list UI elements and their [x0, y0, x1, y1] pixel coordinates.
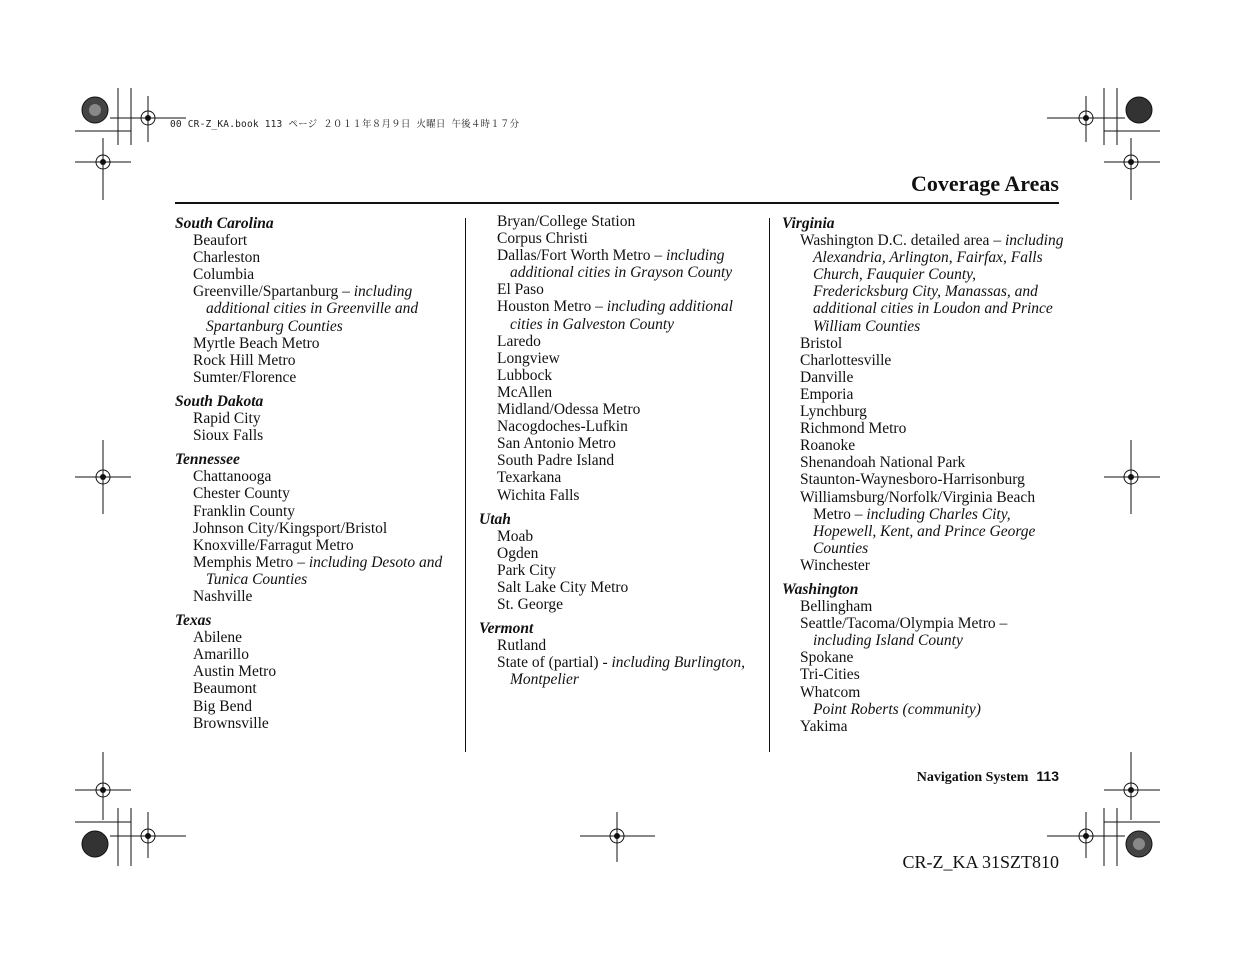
- city-name: Bellingham: [800, 598, 873, 616]
- city-name: Salt Lake City Metro: [497, 578, 629, 596]
- city-item: [800, 420, 1067, 437]
- city-name: Danville: [800, 368, 854, 386]
- city-item: [800, 335, 1067, 352]
- city-item: Greenville/Spartanburg – including additional cities in Greenville and Spartanburg Counties: [193, 283, 419, 335]
- city-item: Seattle/Tacoma/Olympia Metro – including Island County: [800, 615, 1008, 650]
- city-item: State of (partial) - including Burlington, Montpelier: [497, 654, 745, 689]
- state-heading: Virginia: [782, 215, 835, 232]
- city-name: Memphis Metro: [193, 553, 294, 571]
- city-name: Beaumont: [193, 680, 257, 698]
- city-name: Midland/Odessa Metro: [497, 401, 641, 419]
- city-note: including Charles City, Hopewell, Kent, and Prince George Counties: [813, 505, 1036, 557]
- city-item: [193, 468, 460, 485]
- city-name: Beaufort: [193, 232, 248, 250]
- city-item: [193, 485, 460, 502]
- city-item: [497, 333, 764, 350]
- city-list: [782, 232, 1067, 574]
- city-note: including Desoto and Tunica Counties: [206, 553, 443, 588]
- state-heading: South Dakota: [175, 392, 264, 410]
- page-footer: [917, 768, 1059, 786]
- city-name: Abilene: [193, 629, 243, 647]
- file-info: 00 CR-Z_KA.book 113 ページ ２０１１年８月９日 火曜日 午後４時１７分: [170, 119, 520, 130]
- city-item: [497, 545, 764, 562]
- city-name: Nacogdoches-Lufkin: [497, 418, 628, 436]
- column-3: [782, 213, 1067, 735]
- city-item: [497, 487, 764, 504]
- city-item: [800, 437, 1067, 454]
- city-item: [193, 232, 460, 249]
- city-name: Tri-Cities: [800, 666, 860, 684]
- state-heading: Texas: [175, 612, 212, 630]
- city-name: Park City: [497, 561, 556, 579]
- city-name: San Antonio Metro: [497, 435, 616, 453]
- city-name: Houston Metro: [497, 298, 592, 316]
- city-name: Dallas/Fort Worth Metro: [497, 247, 651, 265]
- city-item: [800, 403, 1067, 420]
- city-item: [800, 557, 1067, 574]
- state-heading: Utah: [479, 510, 511, 528]
- city-item: [800, 666, 1067, 683]
- city-name: Wichita Falls: [497, 486, 580, 504]
- city-name: Rutland: [497, 637, 547, 655]
- city-item: [193, 352, 460, 369]
- city-note: including Burlington, Montpelier: [510, 654, 745, 689]
- column-divider: [769, 218, 770, 752]
- city-item: [497, 579, 764, 596]
- city-name: Amarillo: [193, 646, 249, 664]
- city-name: Washington D.C. detailed area: [800, 232, 990, 250]
- city-item: [497, 418, 764, 435]
- state-heading: Tennessee: [175, 451, 240, 469]
- city-name: Texarkana: [497, 469, 562, 487]
- city-item: [800, 386, 1067, 403]
- city-item: [193, 266, 460, 283]
- city-item: [193, 588, 460, 605]
- city-item: [800, 684, 1067, 718]
- city-name: Laredo: [497, 332, 541, 350]
- city-item: [497, 469, 764, 486]
- city-name: Johnson City/Kingsport/Bristol: [193, 519, 388, 537]
- city-item: [193, 427, 460, 444]
- city-name: Whatcom: [800, 683, 861, 701]
- city-name: Sioux Falls: [193, 427, 264, 445]
- city-item: [497, 596, 764, 613]
- city-item: [193, 249, 460, 266]
- city-item: [193, 503, 460, 520]
- city-name: State of (partial): [497, 654, 599, 672]
- city-name: Corpus Christi: [497, 230, 588, 248]
- city-list: [479, 528, 764, 613]
- city-name: Greenville/Spartanburg: [193, 283, 339, 301]
- city-name: Nashville: [193, 587, 253, 605]
- city-list: [479, 637, 764, 688]
- column-1: [175, 213, 460, 732]
- state-heading: Washington: [782, 580, 859, 598]
- city-item: [497, 637, 764, 654]
- city-name: Emporia: [800, 385, 854, 403]
- city-name: Franklin County: [193, 502, 296, 520]
- city-list: [175, 232, 460, 386]
- city-list: [782, 598, 1067, 735]
- city-name: Columbia: [193, 266, 255, 284]
- city-name: Longview: [497, 349, 560, 367]
- city-item: [800, 471, 1067, 488]
- city-name: Chattanooga: [193, 468, 272, 486]
- city-item: [497, 452, 764, 469]
- city-item: [193, 520, 460, 537]
- city-name: Bryan/College Station: [497, 213, 636, 230]
- page-number: 113: [1036, 768, 1059, 784]
- city-item: [800, 454, 1067, 471]
- city-name: Richmond Metro: [800, 420, 907, 438]
- city-name: Rock Hill Metro: [193, 351, 296, 369]
- city-item: [800, 369, 1067, 386]
- city-name: Rapid City: [193, 410, 261, 428]
- city-name: Moab: [497, 527, 534, 545]
- city-list: [175, 410, 460, 444]
- city-name: Winchester: [800, 556, 870, 574]
- city-item: [193, 410, 460, 427]
- city-list: [175, 629, 460, 732]
- city-name: Spokane: [800, 649, 854, 667]
- city-name: Charleston: [193, 249, 261, 267]
- city-name: Lubbock: [497, 366, 553, 384]
- city-name: El Paso: [497, 281, 544, 299]
- city-name: Myrtle Beach Metro: [193, 334, 320, 352]
- city-name: Ogden: [497, 544, 539, 562]
- city-note: including Alexandria, Arlington, Fairfax, Falls Church, Fauquier County, Fredericksburg City, Manassas, and additional cities in Loudon and Prince William Counties: [813, 232, 1064, 335]
- city-item: [497, 384, 764, 401]
- state-heading: South Carolina: [175, 215, 274, 232]
- city-item: Memphis Metro – including Desoto and Tunica Counties: [193, 553, 443, 588]
- city-item: [800, 649, 1067, 666]
- city-item: [193, 680, 460, 697]
- city-item: Houston Metro – including additional cities in Galveston County: [497, 298, 733, 333]
- city-name: Williamsburg/Norfolk/Virginia Beach Metro: [800, 488, 1036, 523]
- city-item: [497, 350, 764, 367]
- city-name: Sumter/Florence: [193, 368, 297, 386]
- city-item: [193, 369, 460, 386]
- city-name: South Padre Island: [497, 452, 615, 470]
- page-title: Coverage Areas: [910, 171, 1059, 196]
- city-item: Williamsburg/Norfolk/Virginia Beach Metro – including Charles City, Hopewell, Kent, and Prince George Counties: [800, 488, 1036, 557]
- city-name: Shenandoah National Park: [800, 454, 966, 472]
- column-divider: [465, 218, 466, 752]
- city-item: [497, 435, 764, 452]
- city-item: [497, 230, 764, 247]
- city-note: including Island County: [813, 632, 963, 650]
- city-item: [193, 698, 460, 715]
- city-name: Austin Metro: [193, 663, 277, 681]
- city-name: Brownsville: [193, 714, 269, 732]
- print-code: CR-Z_KA 31SZT810: [902, 852, 1059, 872]
- city-item: [193, 646, 460, 663]
- city-name: Big Bend: [193, 697, 252, 715]
- city-item: [497, 528, 764, 545]
- city-item: [497, 367, 764, 384]
- city-item: [193, 629, 460, 646]
- city-name: Staunton-Waynesboro-Harrisonburg: [800, 471, 1025, 489]
- city-list: [175, 468, 460, 605]
- city-item: [800, 352, 1067, 369]
- city-item: Dallas/Fort Worth Metro – including additional cities in Grayson County: [497, 247, 733, 282]
- city-item: [497, 401, 764, 418]
- city-item: [497, 213, 764, 230]
- city-name: McAllen: [497, 383, 553, 401]
- city-item: Washington D.C. detailed area – including Alexandria, Arlington, Fairfax, Falls Church, Fauquier County, Fredericksburg City, Manassas, and additional cities in Loudon and Prince William Counties: [800, 232, 1064, 335]
- footer-section: Navigation System: [916, 770, 1029, 785]
- city-item: [497, 281, 764, 298]
- city-item: [497, 562, 764, 579]
- city-item: [193, 335, 460, 352]
- city-note: including additional cities in Galveston County: [510, 298, 733, 333]
- city-name: Bristol: [800, 334, 843, 352]
- city-note: including additional cities in Grayson County: [510, 247, 733, 282]
- city-list: [479, 213, 764, 504]
- city-name: Charlottesville: [800, 351, 892, 369]
- city-name: Seattle/Tacoma/Olympia Metro: [800, 615, 996, 633]
- city-item: [193, 663, 460, 680]
- city-name: St. George: [497, 596, 564, 614]
- title-rule: [175, 202, 1059, 204]
- city-name: Chester County: [193, 485, 290, 503]
- city-name: Yakima: [800, 717, 848, 735]
- city-item: [193, 537, 460, 554]
- column-2: [479, 213, 764, 689]
- city-item: [800, 598, 1067, 615]
- city-note: including additional cities in Greenville and Spartanburg Counties: [206, 283, 419, 335]
- city-note: Point Roberts (community): [813, 700, 981, 718]
- city-name: Knoxville/Farragut Metro: [193, 536, 354, 554]
- city-name: Roanoke: [800, 437, 856, 455]
- city-item: [193, 715, 460, 732]
- city-item: [800, 718, 1067, 735]
- state-heading: Vermont: [479, 620, 534, 638]
- city-name: Lynchburg: [800, 403, 867, 421]
